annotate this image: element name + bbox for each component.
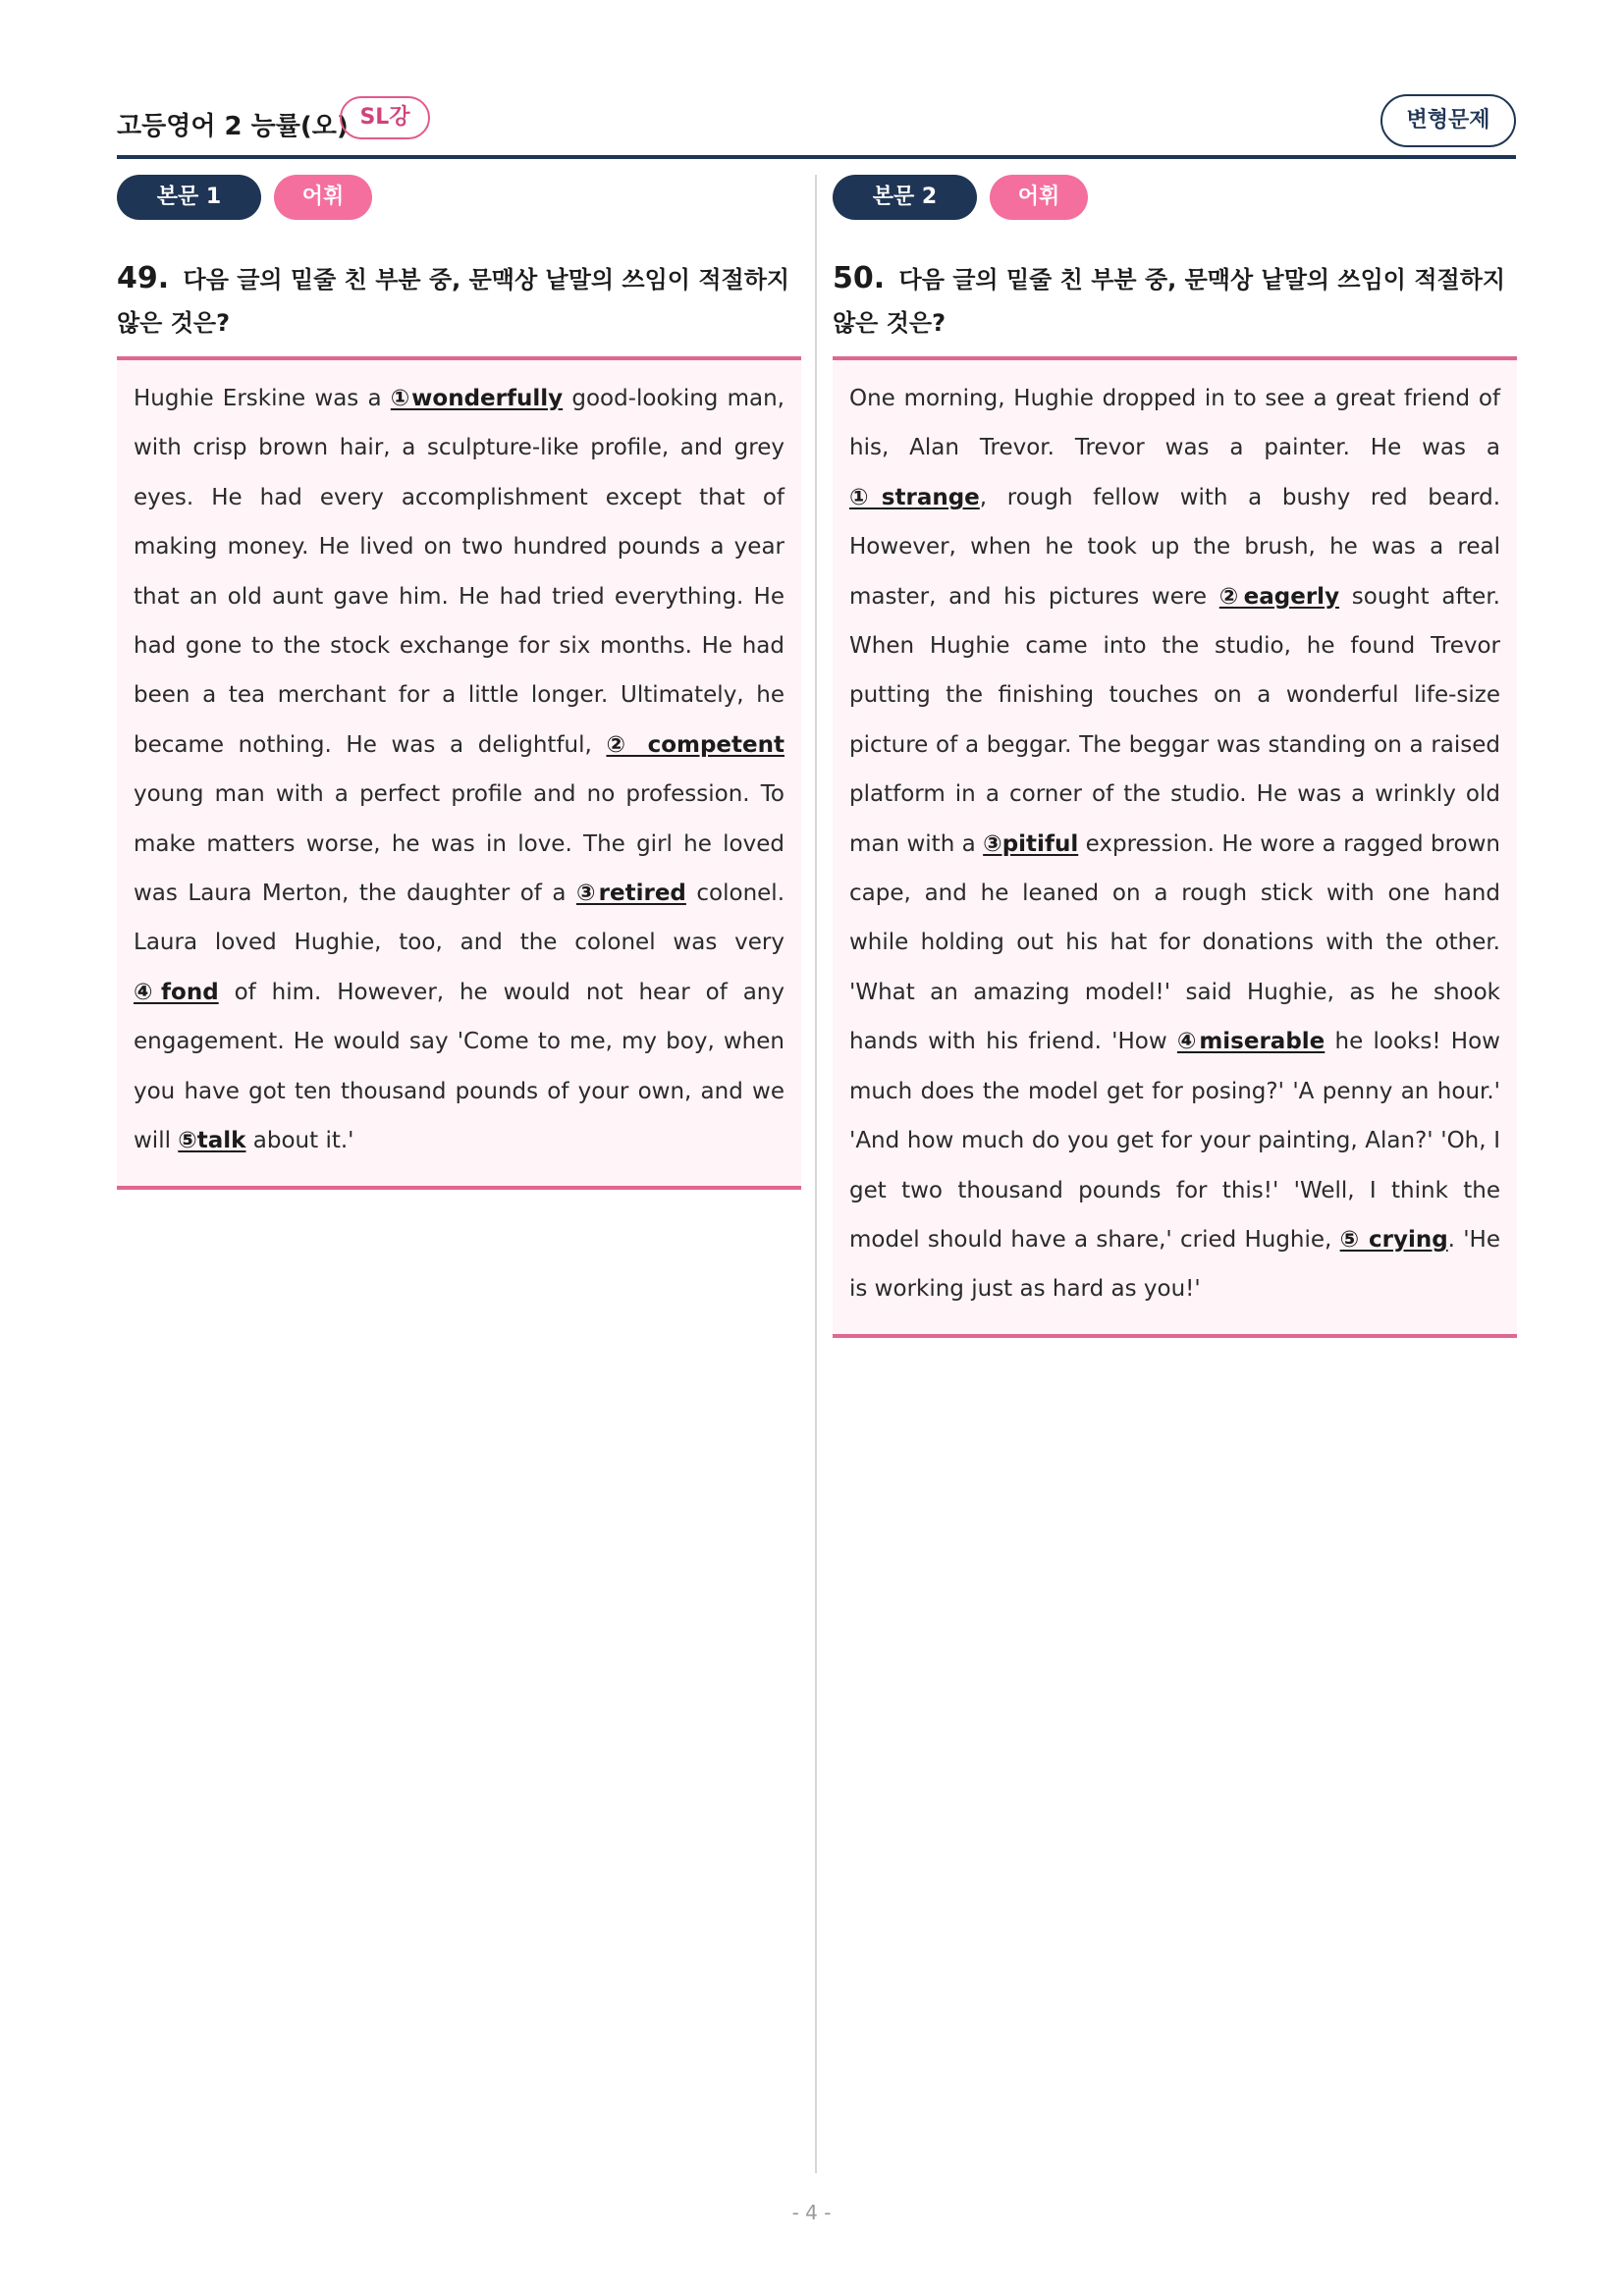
question-number: 50. xyxy=(833,261,886,295)
question-text: 다음 글의 밑줄 친 부분 중, 문맥상 낱말의 쓰임이 적절하지 않은 것은? xyxy=(833,266,1506,337)
choice-2-word: ②eagerly xyxy=(1218,583,1340,610)
passage-text xyxy=(849,374,1500,1314)
lecture-badge: SL강 xyxy=(340,96,430,139)
passage-tag: 본문 1 xyxy=(117,175,261,220)
question-column-49 xyxy=(117,175,801,1190)
passage-segment: good-looking man, with crisp brown hair, a sculpture-like profile, and grey eyes. He had every accomplishment except that of making money. He lived on two hundred pounds a year that an old aunt gave him. He had tried everything. He had gone to the stock exchange for six months. He had been a tea merchant for a little longer. Ultimately, he became nothing. He was a delightful, xyxy=(134,386,784,758)
passage-box xyxy=(117,356,801,1190)
tag-row xyxy=(117,175,801,222)
vocab-tag: 어휘 xyxy=(990,175,1088,220)
choice-1-word: ①wonderfully xyxy=(390,386,564,411)
choice-4-word: ④fond xyxy=(134,979,219,1005)
passage-segment: of him. However, he would not hear of any engagement. He would say 'Come to me, my boy, when you have got ten thousand pounds of your own, and we will xyxy=(134,979,784,1154)
choice-4-word: ④miserable xyxy=(1176,1029,1325,1055)
passage-segment: One morning, Hughie dropped in to see a great friend of his, Alan Trevor. Trevor was a painter. He was a xyxy=(849,386,1500,461)
choice-5-word: ⑤ crying xyxy=(1339,1226,1448,1253)
passage-segment: Hughie Erskine was a xyxy=(134,386,391,411)
tag-row xyxy=(833,175,1517,222)
choice-2-word: ② competent xyxy=(606,731,784,758)
choice-3-word: ③retired xyxy=(575,881,686,907)
question-number: 49. xyxy=(117,261,170,295)
choice-3-word: ③pitiful xyxy=(983,830,1079,857)
page-number: - 4 - xyxy=(791,2201,832,2224)
passage-box xyxy=(833,356,1517,1338)
passage-segment: colonel. Laura loved Hughie, too, and the colonel was very xyxy=(134,881,785,956)
passage-segment: about it.' xyxy=(245,1128,354,1154)
question-stem xyxy=(117,257,801,345)
passage-segment: expression. He wore a ragged brown cape, and he leaned on a rough stick with one hand while holding out his hat for donations with the other. 'What an amazing model!' said Hughie, as he shook hands with his friend. 'How xyxy=(849,830,1500,1055)
passage-segment: . 'He is working just as hard as you!' xyxy=(849,1226,1500,1303)
choice-1-word: ①strange xyxy=(849,484,980,510)
column-divider xyxy=(815,175,817,2173)
passage-segment: , rough fellow with a bushy red beard. However, when he took up the brush, he was a real master, and his pictures were xyxy=(849,484,1501,610)
question-type-badge: 변형문제 xyxy=(1380,94,1516,147)
passage-segment: sought after. When Hughie came into the studio, he found Trevor putting the finishing touches on a wonderful life-size picture of a beggar. The beggar was standing on a raised platform in a corner of the studio. He was a wrinkly old man with a xyxy=(849,583,1500,857)
passage-segment: he looks! How much does the model get for posing?' 'A penny an hour.' 'And how much do you get for your painting, Alan?' 'Oh, I get two thousand pounds for this!' 'Well, I think the model should have a share,' cried Hughie, xyxy=(849,1029,1500,1253)
passage-tag: 본문 2 xyxy=(833,175,977,220)
question-text: 다음 글의 밑줄 친 부분 중, 문맥상 낱말의 쓰임이 적절하지 않은 것은? xyxy=(117,266,790,337)
vocab-tag: 어휘 xyxy=(274,175,372,220)
passage-segment: young man with a perfect profile and no profession. To make matters worse, he was in love. The girl he loved was Laura Merton, the daughter of a xyxy=(134,781,784,907)
passage-text xyxy=(134,374,784,1166)
page-header xyxy=(117,94,1516,159)
choice-5-word: ⑤talk xyxy=(178,1128,246,1154)
book-title: 고등영어 2 능률(오) xyxy=(117,112,349,141)
header-rule xyxy=(117,155,1516,159)
question-column-50 xyxy=(833,175,1517,1338)
question-stem xyxy=(833,257,1517,345)
